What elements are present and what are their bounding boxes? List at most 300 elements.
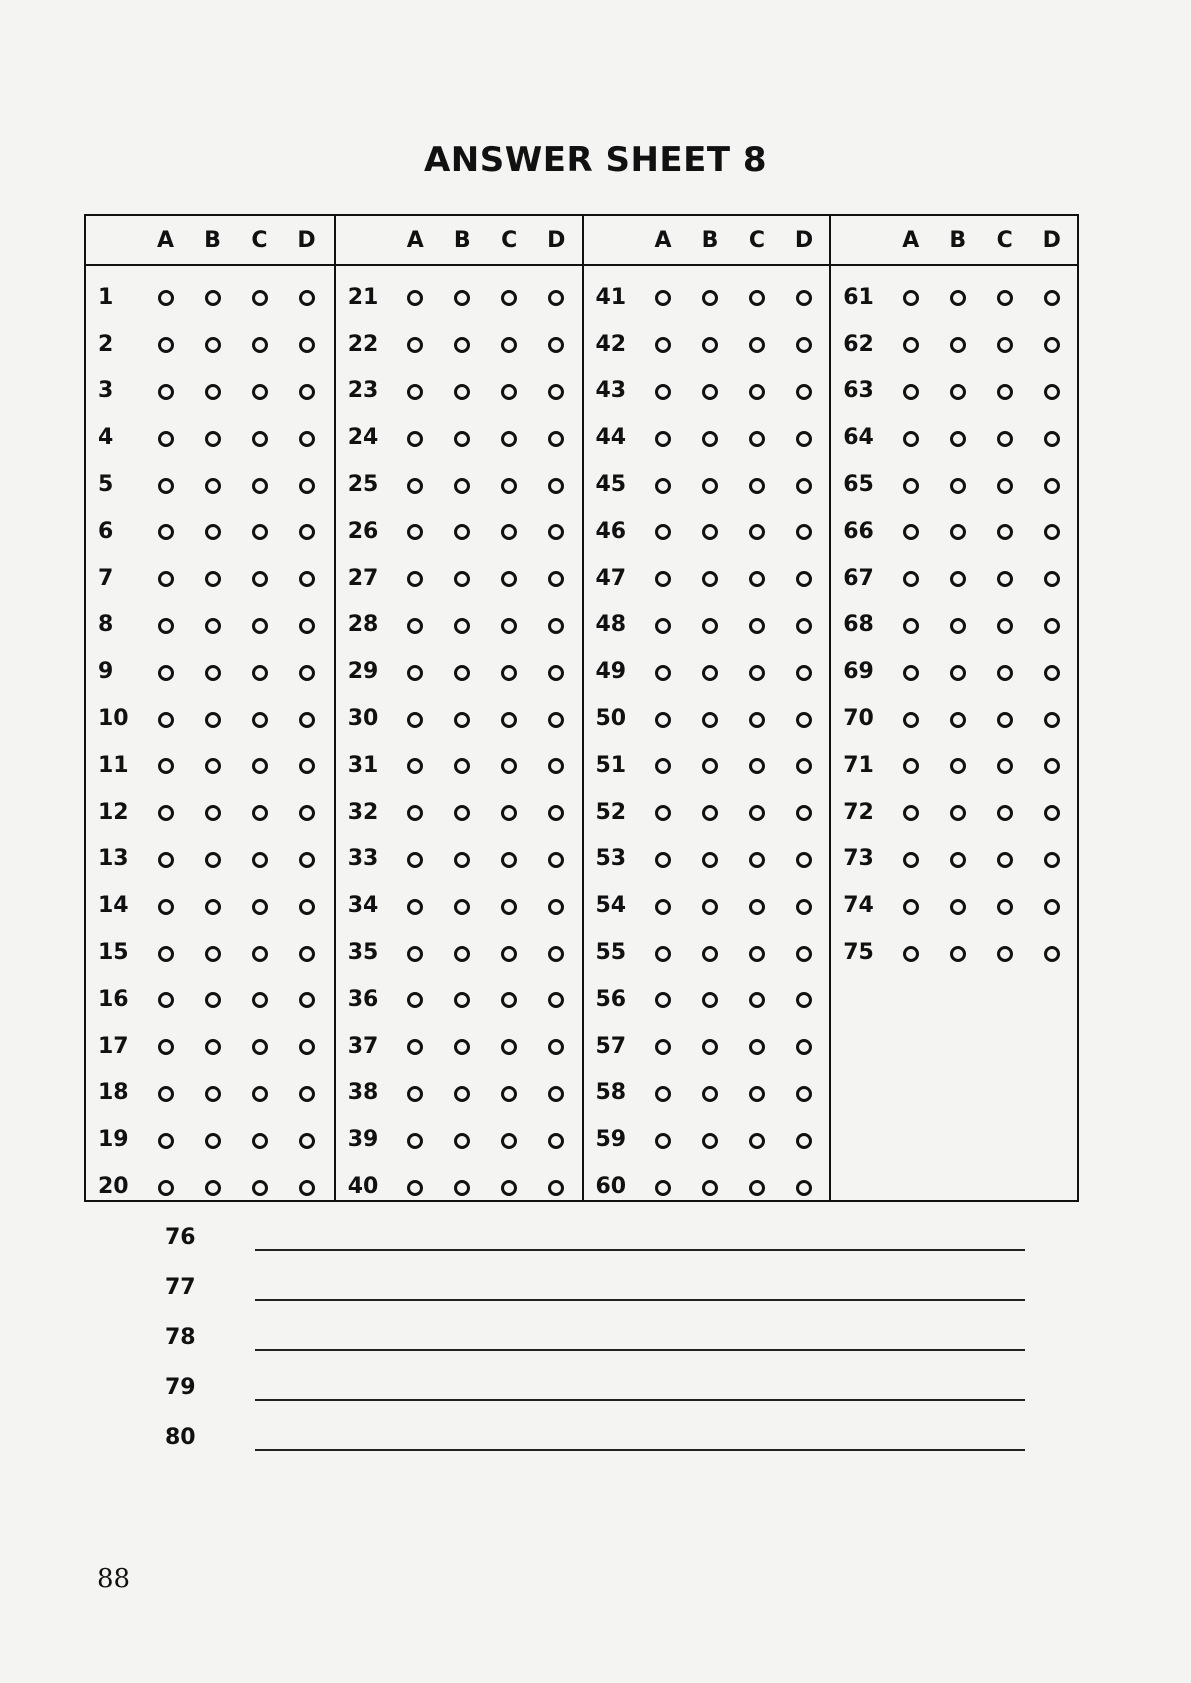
answer-bubble[interactable] [749, 852, 765, 868]
answer-bubble[interactable] [702, 618, 718, 634]
answer-bubble[interactable] [548, 1180, 564, 1196]
answer-bubble[interactable] [749, 618, 765, 634]
answer-bubble[interactable] [548, 1039, 564, 1055]
answer-bubble[interactable] [903, 524, 919, 540]
answer-bubble[interactable] [903, 758, 919, 774]
answer-bubble[interactable] [796, 337, 812, 353]
answer-bubble[interactable] [407, 571, 423, 587]
answer-bubble[interactable] [407, 478, 423, 494]
answer-bubble[interactable] [158, 665, 174, 681]
answer-bubble[interactable] [501, 618, 517, 634]
answer-bubble[interactable] [205, 571, 221, 587]
answer-bubble[interactable] [407, 1086, 423, 1102]
answer-bubble[interactable] [950, 618, 966, 634]
answer-bubble[interactable] [903, 290, 919, 306]
answer-line[interactable] [255, 1299, 1025, 1301]
answer-bubble[interactable] [655, 852, 671, 868]
answer-bubble[interactable] [796, 431, 812, 447]
answer-bubble[interactable] [205, 1039, 221, 1055]
answer-bubble[interactable] [548, 1133, 564, 1149]
answer-bubble[interactable] [1044, 665, 1060, 681]
answer-bubble[interactable] [950, 431, 966, 447]
answer-bubble[interactable] [299, 665, 315, 681]
answer-bubble[interactable] [158, 571, 174, 587]
answer-bubble[interactable] [454, 1039, 470, 1055]
answer-bubble[interactable] [655, 712, 671, 728]
answer-bubble[interactable] [454, 805, 470, 821]
answer-bubble[interactable] [299, 431, 315, 447]
answer-bubble[interactable] [501, 1086, 517, 1102]
answer-bubble[interactable] [997, 618, 1013, 634]
answer-bubble[interactable] [454, 1133, 470, 1149]
answer-bubble[interactable] [796, 384, 812, 400]
answer-bubble[interactable] [407, 805, 423, 821]
answer-bubble[interactable] [454, 431, 470, 447]
answer-bubble[interactable] [1044, 524, 1060, 540]
answer-bubble[interactable] [950, 571, 966, 587]
answer-bubble[interactable] [501, 524, 517, 540]
answer-bubble[interactable] [1044, 290, 1060, 306]
answer-bubble[interactable] [158, 524, 174, 540]
answer-bubble[interactable] [1044, 946, 1060, 962]
answer-bubble[interactable] [702, 1086, 718, 1102]
answer-bubble[interactable] [501, 478, 517, 494]
answer-bubble[interactable] [299, 571, 315, 587]
answer-bubble[interactable] [205, 431, 221, 447]
answer-bubble[interactable] [407, 337, 423, 353]
answer-bubble[interactable] [299, 852, 315, 868]
answer-bubble[interactable] [950, 384, 966, 400]
answer-bubble[interactable] [997, 946, 1013, 962]
answer-bubble[interactable] [454, 1086, 470, 1102]
answer-bubble[interactable] [796, 665, 812, 681]
answer-bubble[interactable] [299, 992, 315, 1008]
answer-bubble[interactable] [252, 992, 268, 1008]
answer-bubble[interactable] [501, 337, 517, 353]
answer-bubble[interactable] [158, 758, 174, 774]
answer-bubble[interactable] [299, 1039, 315, 1055]
answer-bubble[interactable] [796, 571, 812, 587]
answer-bubble[interactable] [252, 946, 268, 962]
answer-bubble[interactable] [501, 665, 517, 681]
answer-bubble[interactable] [749, 337, 765, 353]
answer-bubble[interactable] [205, 665, 221, 681]
answer-bubble[interactable] [796, 852, 812, 868]
answer-bubble[interactable] [1044, 899, 1060, 915]
answer-bubble[interactable] [454, 665, 470, 681]
answer-bubble[interactable] [158, 899, 174, 915]
answer-bubble[interactable] [407, 290, 423, 306]
answer-bubble[interactable] [903, 852, 919, 868]
answer-bubble[interactable] [252, 524, 268, 540]
answer-bubble[interactable] [407, 524, 423, 540]
answer-bubble[interactable] [548, 665, 564, 681]
answer-bubble[interactable] [205, 805, 221, 821]
answer-bubble[interactable] [903, 946, 919, 962]
answer-bubble[interactable] [903, 337, 919, 353]
answer-bubble[interactable] [205, 618, 221, 634]
answer-bubble[interactable] [950, 290, 966, 306]
answer-bubble[interactable] [548, 946, 564, 962]
answer-bubble[interactable] [950, 337, 966, 353]
answer-bubble[interactable] [702, 758, 718, 774]
answer-bubble[interactable] [950, 524, 966, 540]
answer-bubble[interactable] [548, 571, 564, 587]
answer-bubble[interactable] [903, 899, 919, 915]
answer-bubble[interactable] [903, 712, 919, 728]
answer-bubble[interactable] [702, 946, 718, 962]
answer-bubble[interactable] [548, 992, 564, 1008]
answer-bubble[interactable] [501, 1133, 517, 1149]
answer-bubble[interactable] [796, 805, 812, 821]
answer-bubble[interactable] [407, 665, 423, 681]
answer-bubble[interactable] [299, 1133, 315, 1149]
answer-bubble[interactable] [702, 899, 718, 915]
answer-bubble[interactable] [501, 758, 517, 774]
answer-bubble[interactable] [252, 665, 268, 681]
answer-bubble[interactable] [548, 478, 564, 494]
answer-bubble[interactable] [252, 618, 268, 634]
answer-bubble[interactable] [299, 805, 315, 821]
answer-bubble[interactable] [749, 805, 765, 821]
answer-bubble[interactable] [702, 524, 718, 540]
answer-bubble[interactable] [501, 1039, 517, 1055]
answer-bubble[interactable] [903, 431, 919, 447]
answer-bubble[interactable] [252, 384, 268, 400]
answer-bubble[interactable] [407, 992, 423, 1008]
answer-bubble[interactable] [407, 431, 423, 447]
answer-bubble[interactable] [1044, 758, 1060, 774]
answer-bubble[interactable] [749, 478, 765, 494]
answer-bubble[interactable] [158, 1086, 174, 1102]
answer-bubble[interactable] [702, 290, 718, 306]
answer-bubble[interactable] [655, 337, 671, 353]
answer-bubble[interactable] [749, 571, 765, 587]
answer-bubble[interactable] [454, 618, 470, 634]
answer-bubble[interactable] [903, 384, 919, 400]
answer-bubble[interactable] [702, 665, 718, 681]
answer-bubble[interactable] [501, 946, 517, 962]
answer-bubble[interactable] [205, 899, 221, 915]
answer-bubble[interactable] [454, 384, 470, 400]
answer-bubble[interactable] [158, 337, 174, 353]
answer-bubble[interactable] [655, 618, 671, 634]
answer-bubble[interactable] [205, 946, 221, 962]
answer-bubble[interactable] [749, 665, 765, 681]
answer-bubble[interactable] [749, 524, 765, 540]
answer-bubble[interactable] [252, 478, 268, 494]
answer-bubble[interactable] [205, 290, 221, 306]
answer-bubble[interactable] [299, 1086, 315, 1102]
answer-bubble[interactable] [205, 478, 221, 494]
answer-bubble[interactable] [501, 384, 517, 400]
answer-bubble[interactable] [252, 290, 268, 306]
answer-bubble[interactable] [548, 337, 564, 353]
answer-bubble[interactable] [158, 946, 174, 962]
answer-bubble[interactable] [548, 758, 564, 774]
answer-bubble[interactable] [749, 1133, 765, 1149]
answer-bubble[interactable] [702, 852, 718, 868]
answer-bubble[interactable] [655, 899, 671, 915]
answer-bubble[interactable] [749, 758, 765, 774]
answer-bubble[interactable] [749, 384, 765, 400]
answer-bubble[interactable] [205, 524, 221, 540]
answer-bubble[interactable] [252, 571, 268, 587]
answer-bubble[interactable] [655, 992, 671, 1008]
answer-bubble[interactable] [997, 805, 1013, 821]
answer-bubble[interactable] [903, 805, 919, 821]
answer-bubble[interactable] [1044, 712, 1060, 728]
answer-bubble[interactable] [299, 290, 315, 306]
answer-bubble[interactable] [407, 1133, 423, 1149]
answer-bubble[interactable] [158, 712, 174, 728]
answer-bubble[interactable] [407, 1039, 423, 1055]
answer-bubble[interactable] [205, 712, 221, 728]
answer-bubble[interactable] [997, 524, 1013, 540]
answer-bubble[interactable] [454, 571, 470, 587]
answer-bubble[interactable] [702, 805, 718, 821]
answer-bubble[interactable] [501, 899, 517, 915]
answer-bubble[interactable] [407, 758, 423, 774]
answer-bubble[interactable] [299, 758, 315, 774]
answer-bubble[interactable] [454, 290, 470, 306]
answer-bubble[interactable] [501, 290, 517, 306]
answer-bubble[interactable] [997, 665, 1013, 681]
answer-bubble[interactable] [158, 805, 174, 821]
answer-bubble[interactable] [299, 337, 315, 353]
answer-bubble[interactable] [548, 384, 564, 400]
answer-bubble[interactable] [252, 337, 268, 353]
answer-bubble[interactable] [407, 384, 423, 400]
answer-bubble[interactable] [997, 758, 1013, 774]
answer-bubble[interactable] [548, 290, 564, 306]
answer-bubble[interactable] [903, 571, 919, 587]
answer-bubble[interactable] [407, 946, 423, 962]
answer-bubble[interactable] [655, 758, 671, 774]
answer-bubble[interactable] [454, 899, 470, 915]
answer-bubble[interactable] [796, 1133, 812, 1149]
answer-bubble[interactable] [454, 337, 470, 353]
answer-bubble[interactable] [548, 524, 564, 540]
answer-bubble[interactable] [299, 1180, 315, 1196]
answer-bubble[interactable] [950, 899, 966, 915]
answer-bubble[interactable] [299, 618, 315, 634]
answer-bubble[interactable] [903, 665, 919, 681]
answer-bubble[interactable] [501, 992, 517, 1008]
answer-bubble[interactable] [796, 524, 812, 540]
answer-bubble[interactable] [1044, 431, 1060, 447]
answer-bubble[interactable] [997, 899, 1013, 915]
answer-bubble[interactable] [252, 431, 268, 447]
answer-bubble[interactable] [702, 571, 718, 587]
answer-bubble[interactable] [548, 618, 564, 634]
answer-bubble[interactable] [548, 431, 564, 447]
answer-bubble[interactable] [158, 992, 174, 1008]
answer-bubble[interactable] [299, 899, 315, 915]
answer-bubble[interactable] [903, 478, 919, 494]
answer-line[interactable] [255, 1349, 1025, 1351]
answer-bubble[interactable] [158, 852, 174, 868]
answer-bubble[interactable] [501, 1180, 517, 1196]
answer-bubble[interactable] [749, 899, 765, 915]
answer-bubble[interactable] [299, 384, 315, 400]
answer-bubble[interactable] [655, 431, 671, 447]
answer-bubble[interactable] [1044, 384, 1060, 400]
answer-bubble[interactable] [702, 1133, 718, 1149]
answer-bubble[interactable] [749, 1039, 765, 1055]
answer-bubble[interactable] [796, 992, 812, 1008]
answer-bubble[interactable] [1044, 337, 1060, 353]
answer-bubble[interactable] [454, 478, 470, 494]
answer-bubble[interactable] [252, 758, 268, 774]
answer-bubble[interactable] [997, 384, 1013, 400]
answer-bubble[interactable] [950, 478, 966, 494]
answer-bubble[interactable] [205, 337, 221, 353]
answer-bubble[interactable] [796, 899, 812, 915]
answer-bubble[interactable] [702, 431, 718, 447]
answer-bubble[interactable] [796, 478, 812, 494]
answer-bubble[interactable] [454, 524, 470, 540]
answer-bubble[interactable] [796, 290, 812, 306]
answer-bubble[interactable] [749, 290, 765, 306]
answer-bubble[interactable] [205, 384, 221, 400]
answer-bubble[interactable] [407, 618, 423, 634]
answer-bubble[interactable] [655, 384, 671, 400]
answer-bubble[interactable] [796, 618, 812, 634]
answer-bubble[interactable] [299, 524, 315, 540]
answer-bubble[interactable] [655, 571, 671, 587]
answer-bubble[interactable] [655, 478, 671, 494]
answer-bubble[interactable] [655, 805, 671, 821]
answer-bubble[interactable] [997, 571, 1013, 587]
answer-bubble[interactable] [796, 758, 812, 774]
answer-bubble[interactable] [252, 852, 268, 868]
answer-bubble[interactable] [655, 665, 671, 681]
answer-bubble[interactable] [407, 852, 423, 868]
answer-bubble[interactable] [796, 946, 812, 962]
answer-bubble[interactable] [501, 852, 517, 868]
answer-bubble[interactable] [1044, 852, 1060, 868]
answer-bubble[interactable] [454, 758, 470, 774]
answer-bubble[interactable] [997, 337, 1013, 353]
answer-bubble[interactable] [1044, 478, 1060, 494]
answer-bubble[interactable] [205, 992, 221, 1008]
answer-bubble[interactable] [749, 712, 765, 728]
answer-bubble[interactable] [501, 712, 517, 728]
answer-bubble[interactable] [655, 1086, 671, 1102]
answer-bubble[interactable] [796, 1086, 812, 1102]
answer-bubble[interactable] [702, 384, 718, 400]
answer-bubble[interactable] [501, 805, 517, 821]
answer-bubble[interactable] [158, 618, 174, 634]
answer-bubble[interactable] [252, 712, 268, 728]
answer-bubble[interactable] [950, 712, 966, 728]
answer-bubble[interactable] [796, 1039, 812, 1055]
answer-bubble[interactable] [205, 1180, 221, 1196]
answer-bubble[interactable] [252, 899, 268, 915]
answer-bubble[interactable] [702, 337, 718, 353]
answer-bubble[interactable] [158, 384, 174, 400]
answer-bubble[interactable] [548, 852, 564, 868]
answer-bubble[interactable] [655, 1180, 671, 1196]
answer-bubble[interactable] [702, 1039, 718, 1055]
answer-bubble[interactable] [454, 852, 470, 868]
answer-bubble[interactable] [501, 571, 517, 587]
answer-bubble[interactable] [299, 478, 315, 494]
answer-bubble[interactable] [655, 290, 671, 306]
answer-bubble[interactable] [252, 1180, 268, 1196]
answer-bubble[interactable] [796, 1180, 812, 1196]
answer-bubble[interactable] [749, 1086, 765, 1102]
answer-bubble[interactable] [950, 665, 966, 681]
answer-bubble[interactable] [950, 852, 966, 868]
answer-bubble[interactable] [158, 478, 174, 494]
answer-bubble[interactable] [548, 805, 564, 821]
answer-bubble[interactable] [548, 899, 564, 915]
answer-bubble[interactable] [950, 805, 966, 821]
answer-bubble[interactable] [997, 712, 1013, 728]
answer-bubble[interactable] [655, 946, 671, 962]
answer-bubble[interactable] [1044, 571, 1060, 587]
answer-line[interactable] [255, 1249, 1025, 1251]
answer-bubble[interactable] [252, 1133, 268, 1149]
answer-bubble[interactable] [454, 946, 470, 962]
answer-bubble[interactable] [158, 290, 174, 306]
answer-bubble[interactable] [205, 758, 221, 774]
answer-bubble[interactable] [1044, 618, 1060, 634]
answer-bubble[interactable] [702, 712, 718, 728]
answer-bubble[interactable] [407, 712, 423, 728]
answer-bubble[interactable] [997, 852, 1013, 868]
answer-bubble[interactable] [749, 431, 765, 447]
answer-bubble[interactable] [252, 1039, 268, 1055]
answer-bubble[interactable] [702, 478, 718, 494]
answer-bubble[interactable] [299, 712, 315, 728]
answer-bubble[interactable] [252, 1086, 268, 1102]
answer-bubble[interactable] [454, 712, 470, 728]
answer-bubble[interactable] [702, 1180, 718, 1196]
answer-bubble[interactable] [299, 946, 315, 962]
answer-bubble[interactable] [205, 1133, 221, 1149]
answer-bubble[interactable] [997, 478, 1013, 494]
answer-bubble[interactable] [702, 992, 718, 1008]
answer-bubble[interactable] [548, 1086, 564, 1102]
answer-bubble[interactable] [158, 431, 174, 447]
answer-bubble[interactable] [158, 1180, 174, 1196]
answer-bubble[interactable] [749, 1180, 765, 1196]
answer-bubble[interactable] [205, 1086, 221, 1102]
answer-bubble[interactable] [903, 618, 919, 634]
answer-bubble[interactable] [158, 1133, 174, 1149]
answer-bubble[interactable] [407, 899, 423, 915]
answer-bubble[interactable] [997, 431, 1013, 447]
answer-bubble[interactable] [655, 1039, 671, 1055]
answer-line[interactable] [255, 1449, 1025, 1451]
answer-bubble[interactable] [796, 712, 812, 728]
answer-bubble[interactable] [997, 290, 1013, 306]
answer-bubble[interactable] [655, 524, 671, 540]
answer-bubble[interactable] [749, 992, 765, 1008]
answer-bubble[interactable] [548, 712, 564, 728]
answer-bubble[interactable] [501, 431, 517, 447]
answer-bubble[interactable] [158, 1039, 174, 1055]
answer-bubble[interactable] [454, 1180, 470, 1196]
answer-bubble[interactable] [950, 758, 966, 774]
answer-bubble[interactable] [252, 805, 268, 821]
answer-bubble[interactable] [454, 992, 470, 1008]
answer-bubble[interactable] [1044, 805, 1060, 821]
answer-bubble[interactable] [950, 946, 966, 962]
